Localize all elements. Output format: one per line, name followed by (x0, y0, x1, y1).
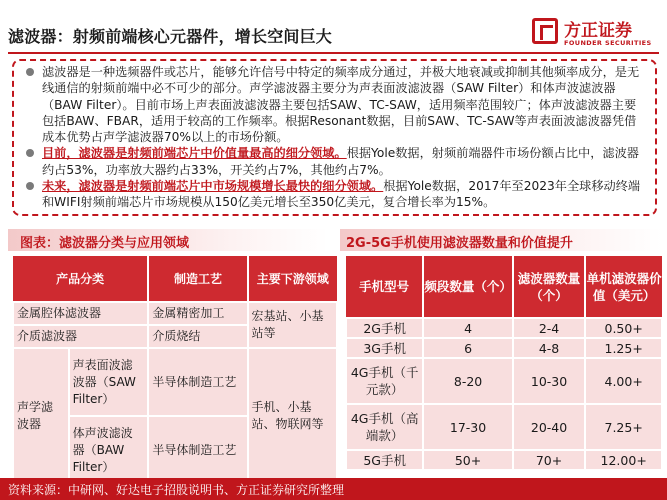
cell-filters: 4-8 (513, 338, 586, 358)
cell-model: 5G手机 (346, 450, 423, 470)
table-header-row (346, 256, 662, 318)
bullet-growth (24, 178, 647, 211)
cell-value: 7.25+ (585, 404, 662, 450)
header-phone-model: 手机型号 (346, 256, 423, 318)
header-downstream: 主要下游领域 (248, 256, 337, 302)
cell-bands: 50+ (423, 450, 512, 470)
cell-baw-process: 半导体制造工艺 (148, 416, 247, 484)
bullet-definition-text: 滤波器是一种选频器件或芯片，能够允许信号中特定的频率成分通过，并极大地衰减或抑制其他频率成分，是无线通信的射频前端中必不可少的部分。声学滤波器主要分为声表面波滤波器（SAW Filter）和体声波滤波器（BAW Filter）。目前市场上声表面波滤波器主要包括SAW、TC-SAW，适用频率范围较广；体声波滤波器主要包括BAW、FBAR，适用于较高的工作频率。根据Resonant数据，目前SAW、TC-SAW等声表面波滤波器凭借成本优势占声学滤波器70%以上的市场份额。 (42, 65, 640, 145)
table-row (346, 358, 662, 404)
page-header (0, 0, 667, 56)
cell-value: 4.00+ (585, 358, 662, 404)
left-figure-title-bar (8, 229, 328, 251)
table-row (346, 450, 662, 470)
table-row (13, 348, 337, 416)
right-figure-title: 2G-5G手机使用滤波器数量和价值提升 (346, 236, 573, 251)
cell-dielectric-process: 介质烧结 (148, 325, 247, 348)
cell-model: 2G手机 (346, 318, 423, 338)
right-figure-title-bar (340, 229, 662, 251)
cell-filters: 10-30 (513, 358, 586, 404)
summary-box (12, 59, 657, 216)
bullet-definition (24, 64, 647, 145)
cell-metal-process: 金属精密加工 (148, 302, 247, 325)
cell-filters: 20-40 (513, 404, 586, 450)
cell-metal-cavity: 金属腔体滤波器 (13, 302, 148, 325)
header-product-category: 产品分类 (13, 256, 148, 302)
bullet-growth-text: 根据Yole数据，2017年至2023年全球移动终端和WIFI射频前端芯片市场规模从150亿美元增长至350亿美元，复合增长率为15%。 (42, 179, 641, 210)
phone-filter-table (345, 256, 663, 471)
cell-filters: 2-4 (513, 318, 586, 338)
cell-base-station: 宏基站、小基站等 (248, 302, 337, 348)
cell-acoustic: 声学滤波器 (13, 348, 69, 484)
cell-baw: 体声波滤波器（BAW Filter） (69, 416, 149, 484)
cell-value: 1.25+ (585, 338, 662, 358)
table-row (346, 338, 662, 358)
header-divider (8, 52, 659, 54)
founder-securities-logo (532, 18, 662, 50)
bullet-value (24, 145, 647, 178)
cell-value: 0.50+ (585, 318, 662, 338)
bullet-value-text: 根据Yole数据，射频前端器件市场份额占比中，滤波器约占53%，功率放大器约占33%，开关约占7%，其他约占7%。 (42, 146, 639, 177)
table-row (346, 318, 662, 338)
cell-model: 4G手机（高端款） (346, 404, 423, 450)
header-band-count: 频段数量（个） (423, 256, 512, 318)
table-row (13, 302, 337, 325)
cell-dielectric: 介质滤波器 (13, 325, 148, 348)
header-filter-count: 滤波器数量（个） (513, 256, 586, 318)
cell-bands: 8-20 (423, 358, 512, 404)
page-title: 滤波器：射频前端核心元器件，增长空间巨大 (8, 27, 333, 46)
bullet-growth-highlight: 未来，滤波器是射频前端芯片中市场规模增长最快的细分领域。 (42, 179, 384, 194)
source-footer (0, 478, 667, 500)
cell-bands: 4 (423, 318, 512, 338)
cell-value: 12.00+ (585, 450, 662, 470)
cell-filters: 70+ (513, 450, 586, 470)
cell-model: 4G手机（千元款） (346, 358, 423, 404)
filter-classification-table (12, 256, 338, 485)
cell-saw-process: 半导体制造工艺 (148, 348, 247, 416)
cell-bands: 17-30 (423, 404, 512, 450)
cell-model: 3G手机 (346, 338, 423, 358)
table-header-row (13, 256, 337, 302)
cell-saw: 声表面波滤波器（SAW Filter） (69, 348, 149, 416)
header-process: 制造工艺 (148, 256, 247, 302)
source-note: 资料来源：中研网、好达电子招股说明书、方正证券研究所整理 (8, 483, 345, 497)
bullet-value-highlight: 目前，滤波器是射频前端芯片中价值量最高的细分领域。 (42, 146, 347, 161)
table-row (346, 404, 662, 450)
left-figure-title: 图表：滤波器分类与应用领域 (20, 236, 190, 251)
logo-en-text: FOUNDER SECURITIES (564, 39, 652, 47)
header-filter-value: 单机滤波器价值（美元） (585, 256, 662, 318)
logo-cn-text: 方正证券 (564, 21, 632, 41)
cell-mobile-iot: 手机、小基站、物联网等 (248, 348, 337, 484)
cell-bands: 6 (423, 338, 512, 358)
logo-mark-icon (532, 18, 558, 44)
